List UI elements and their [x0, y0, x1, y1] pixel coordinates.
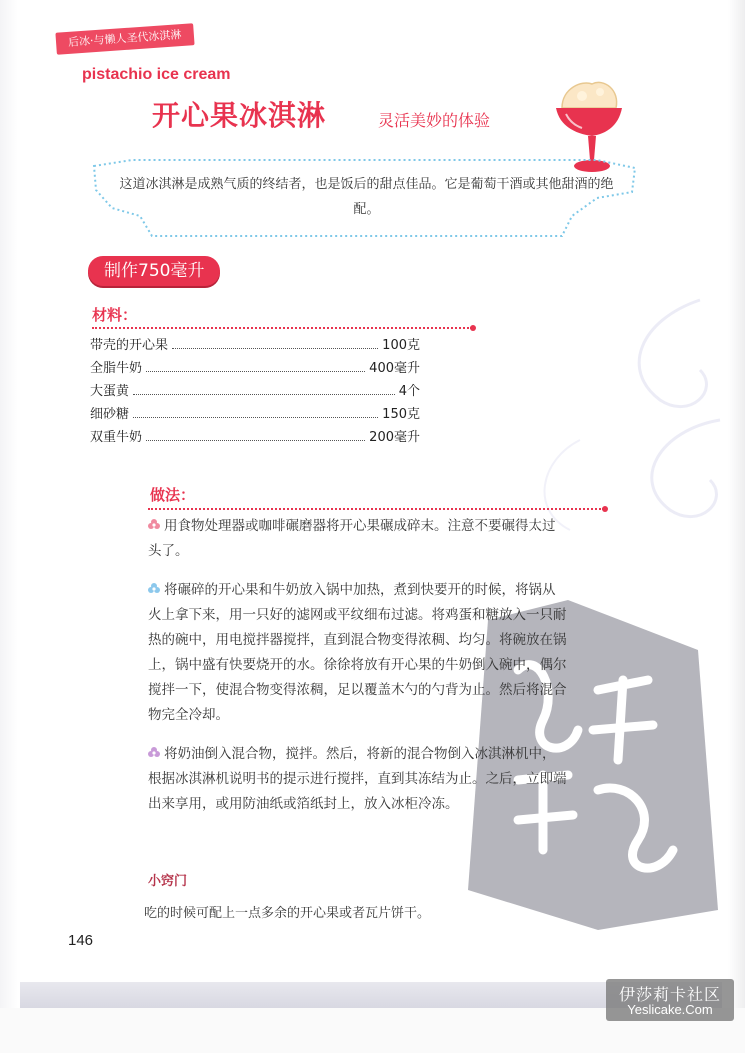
ingredient-row [90, 334, 420, 357]
leader-dots [146, 440, 365, 441]
intro-text: 这道冰淇淋是成熟气质的终结者，也是饭后的甜点佳品。它是葡萄干酒或其他甜酒的绝配。 [119, 177, 614, 217]
ingredient-amount: 100克 [382, 338, 420, 353]
ingredient-name: 细砂糖 [90, 407, 130, 422]
ingredient-amount: 400毫升 [369, 361, 420, 376]
ingredient-row [90, 357, 420, 380]
ingredient-row [90, 380, 420, 403]
ingredient-amount: 4个 [398, 384, 420, 399]
pink-flower-icon [148, 519, 160, 531]
ingredient-name: 双重牛奶 [90, 430, 143, 445]
intro-box [92, 158, 637, 238]
ingredients-divider [92, 327, 472, 329]
chapter-tag: 后冰·与懒人圣代冰淇淋 [55, 23, 194, 55]
watermark-url: Yeslicake.Com [627, 1002, 713, 1017]
leader-dots [172, 348, 378, 349]
method-steps [148, 514, 568, 831]
ingredients-heading: 材料： [92, 306, 138, 324]
page-number: 146 [68, 932, 94, 949]
method-step [148, 742, 568, 817]
ingredient-amount: 200毫升 [369, 430, 420, 445]
method-step [148, 578, 568, 728]
yield-badge: 制作750毫升 [88, 256, 220, 286]
ingredient-name: 大蛋黄 [90, 384, 130, 399]
page-subtitle: 灵活美妙的体验 [378, 111, 491, 130]
purple-flower-icon [148, 747, 160, 759]
watermark-title: 伊莎莉卡社区 [618, 985, 721, 1004]
method-divider [148, 508, 604, 510]
leader-dots [146, 371, 365, 372]
method-step-text: 将碾碎的开心果和牛奶放入锅中加热，煮到快要开的时候，将锅从火上拿下来，用一只好的滤网或平纹细布过滤。将鸡蛋和糖放入一只耐热的碗中，用电搅拌器搅拌，直到混合物变得浓稠、均匀。将碗放在锅上，锅中盛有快要烧开的水。徐徐将放有开心果的牛奶倒入碗中，偶尔搅拌一下，使混合物变得浓稠，足以覆盖木勺的勺背为止。然后将混合物完全冷却。 [148, 582, 567, 723]
ingredients-list [90, 334, 420, 449]
leader-dots [133, 417, 378, 418]
ingredient-name: 带壳的开心果 [90, 338, 169, 353]
leader-dots [133, 394, 395, 395]
english-title: pistachio ice cream [82, 66, 231, 83]
method-heading: 做法： [150, 486, 196, 504]
tip-text: 吃的时候可配上一点多余的开心果或者瓦片饼干。 [144, 906, 431, 921]
ingredient-name: 全脂牛奶 [90, 361, 143, 376]
method-step [148, 514, 568, 564]
method-step-text: 将奶油倒入混合物，搅拌。然后，将新的混合物倒入冰淇淋机中，根据冰淇淋机说明书的提示进行搅拌，直到其冻结为止。之后，立即端出来享用，或用防油纸或箔纸封上，放入冰柜冷冻。 [148, 746, 567, 812]
blue-flower-icon [148, 583, 160, 595]
ingredient-row [90, 403, 420, 426]
ingredient-amount: 150克 [382, 407, 420, 422]
site-watermark [606, 979, 734, 1021]
ingredient-row [90, 426, 420, 449]
tip-heading: 小窍门 [148, 874, 188, 889]
page-title: 开心果冰淇淋 [152, 99, 327, 132]
method-step-text: 用食物处理器或咖啡碾磨器将开心果碾成碎末。注意不要碾得太过头了。 [148, 518, 556, 559]
